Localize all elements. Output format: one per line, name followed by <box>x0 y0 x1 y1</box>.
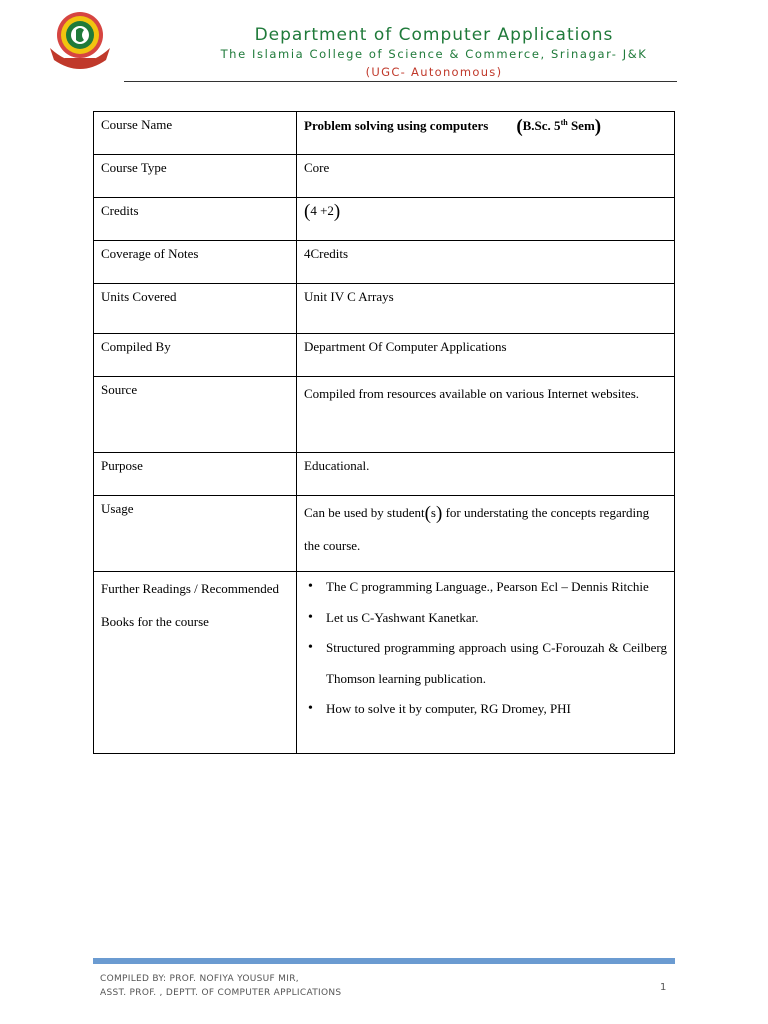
usage-paren-text: s <box>430 505 436 520</box>
source-label: Source <box>101 382 138 397</box>
table-value-cell <box>297 453 675 496</box>
table-label-cell <box>94 112 297 155</box>
table-row <box>94 284 675 334</box>
table-row <box>94 155 675 198</box>
table-row <box>94 112 675 155</box>
list-item: • How to solve it by computer, RG Dromey, PHI <box>304 694 667 725</box>
coverage-value: 4Credits <box>304 246 349 261</box>
table-value-cell <box>297 334 675 377</box>
college-name: The Islamia College of Science & Commerce, Srinagar- J&K <box>220 47 648 61</box>
table-label-cell <box>94 198 297 241</box>
recommended-books-list <box>304 572 667 725</box>
table-label-cell <box>94 453 297 496</box>
list-item: • Let us C-Yashwant Kanetkar. <box>304 603 667 634</box>
college-logo-icon <box>44 8 116 70</box>
table-value-cell <box>297 572 675 754</box>
further-readings-label: Further Readings / Recommended Books for the course <box>101 581 279 629</box>
footer-bar <box>93 958 675 964</box>
header-divider <box>124 81 677 82</box>
list-item: • The C programming Language., Pearson Ecl – Dennis Ritchie <box>304 572 667 603</box>
table-row <box>94 241 675 284</box>
credits-value: 4 +2 <box>310 203 334 218</box>
semester-info: (B.Sc. 5th Sem) <box>516 116 602 137</box>
table-row <box>94 496 675 572</box>
table-label-cell <box>94 377 297 453</box>
source-value: Compiled from resources available on various Internet websites. <box>304 386 640 401</box>
department-title: Department of Computer Applications <box>254 25 614 45</box>
course-name-label: Course Name <box>101 117 173 132</box>
autonomous-status: (UGC- Autonomous) <box>365 65 503 79</box>
units-label: Units Covered <box>101 289 177 304</box>
compiled-by-label: Compiled By <box>101 339 171 354</box>
table-value-cell <box>297 112 675 155</box>
course-info-table <box>93 111 675 754</box>
semester-superscript: th <box>560 118 568 127</box>
table-label-cell <box>94 496 297 572</box>
table-label-cell <box>94 241 297 284</box>
table-value-cell <box>297 284 675 334</box>
table-label-cell <box>94 284 297 334</box>
coverage-label: Coverage of Notes <box>101 246 199 261</box>
table-row <box>94 198 675 241</box>
course-type-label: Course Type <box>101 160 167 175</box>
table-label-cell <box>94 334 297 377</box>
compiled-by-value: Department Of Computer Applications <box>304 339 507 354</box>
table-row <box>94 334 675 377</box>
usage-text-start: Can be used by student <box>304 505 425 520</box>
table-value-cell: (4 +2) <box>297 198 675 241</box>
table-value-cell <box>297 241 675 284</box>
semester-suffix: Sem <box>570 118 595 133</box>
table-value-cell <box>297 377 675 453</box>
purpose-label: Purpose <box>101 458 143 473</box>
semester-prefix: B.Sc. 5 <box>522 118 561 133</box>
table-row <box>94 572 675 754</box>
course-type-value: Core <box>304 160 330 175</box>
footer-compiled-by: COMPILED BY: PROF. NOFIYA YOUSUF MIR, <box>100 974 299 984</box>
list-item: • Structured programming approach using C-Forouzah & Ceilberg Thomson learning publication. <box>304 633 667 694</box>
usage-value: Can be used by student(s) for understating the concepts regarding the course. <box>304 503 650 553</box>
table-label-cell <box>94 155 297 198</box>
table-value-cell <box>297 496 675 572</box>
table-row <box>94 377 675 453</box>
purpose-value: Educational. <box>304 458 370 473</box>
usage-label: Usage <box>101 501 134 516</box>
units-value: Unit IV C Arrays <box>304 289 394 304</box>
table-row <box>94 453 675 496</box>
table-value-cell <box>297 155 675 198</box>
credits-label: Credits <box>101 203 139 218</box>
footer-department: ASST. PROF. , DEPTT. OF COMPUTER APPLICATIONS <box>100 988 342 998</box>
usage-text-end: for understating the concepts regarding the course. <box>304 505 650 553</box>
page-number: 1 <box>660 982 667 993</box>
table-label-cell <box>94 572 297 754</box>
course-name-value: Problem solving using computers <box>304 118 489 133</box>
